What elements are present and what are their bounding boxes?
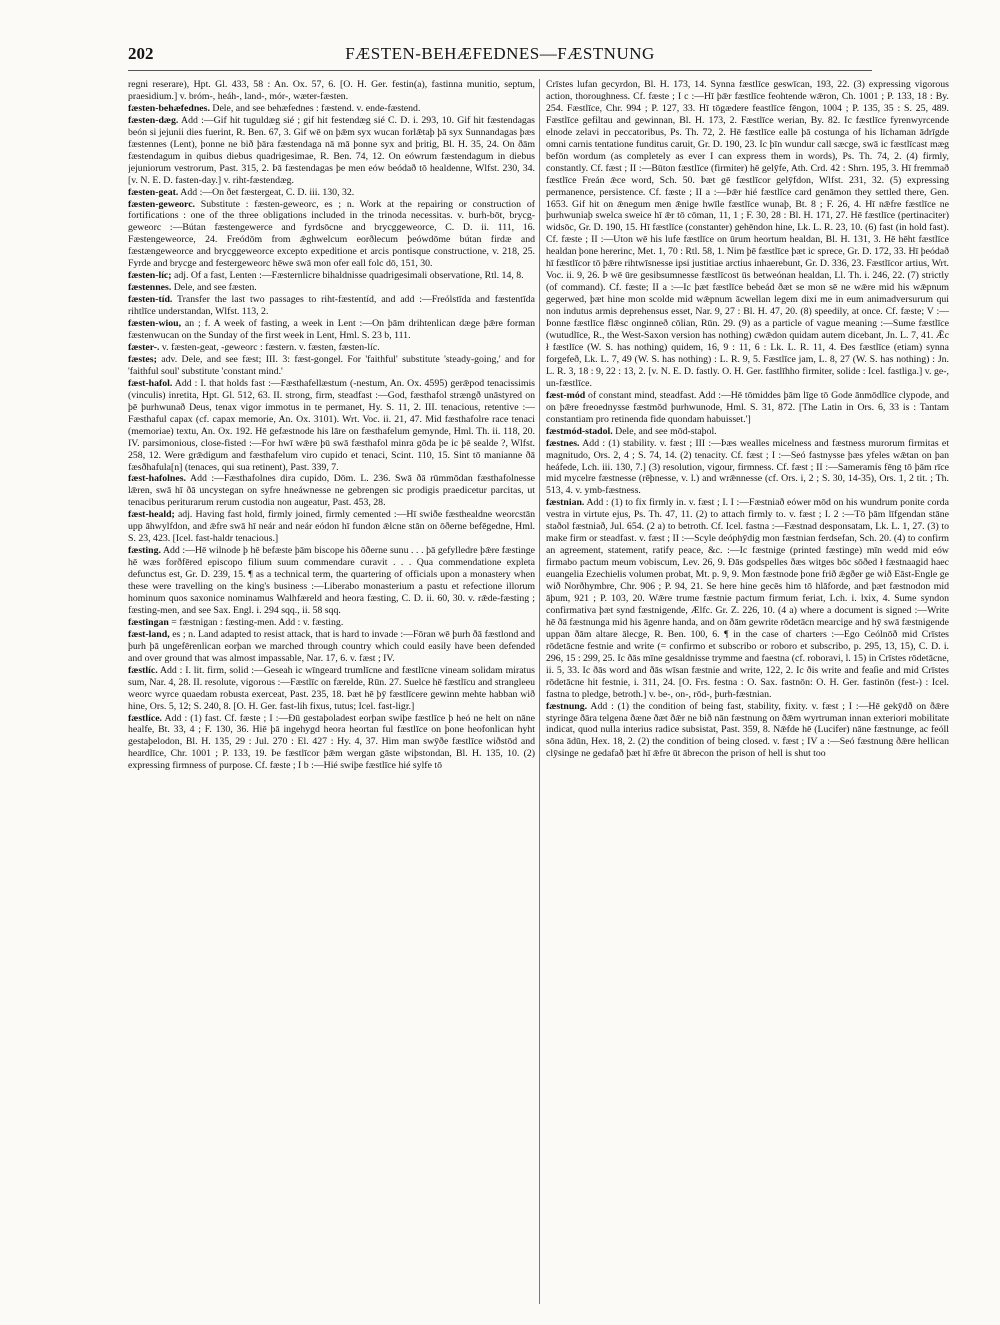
dictionary-entry	[128, 294, 535, 318]
entry-text: adj. Of a fast, Lenten :—Fæsternlicre bihaldnisse quadrigesimali observatione, Rtl. 14, 8.	[171, 270, 524, 282]
running-title: FÆSTEN-BEHÆFEDNES—FÆSTNUNG	[345, 44, 655, 63]
entry-text: Crīstes lufan gecyrdon, Bl. H. 173, 14. Synna fæstlīce geswīcan, 193, 22. (3) expressing vigorous action, thoroughness. Cf. fæste ; I c :—Hī þǣr fæstlīce feohtende wǣron, Ch. 1001 ; P. 133, 18 : By. 254. Fæstlīce, Chr. 994 ; P. 127, 33. Hī tōgædere feastlīce fēngon, 1004 ; P. 135, 35 : S. 25, 489. Fæstlīce gefiltau and gewinnan, Bl. H. 173, 2. Fæstlīce werian, By. 82. Ic fæstlīce fyrenwyrcende elnode zelavi in peccatoribus, Ps. Th. 72, 2. Hē fæstlīce ealle þā costunga of his līchaman ādrīgde omni carnis tentatione funditus caruit, Gr. D. 190, 23. Ic þīn wundur call sæcge, swā ic fæstlīcast mæg befōn wordum (as completely as ever I can express them in words), Ps. Th. 74, 2. (4) firmly, constantly. Cf. fæst ; II :—Būton fæstlīce (firmiter) hē gelȳfe, Ath. Crd. 42 : Shrn. 195, 3. Hī fremmað fæstlīce Freán ǣce word, Sch. 50. Þæt gē fæstlīcor gelȳfdon, Wlfst. 231, 32. (5) expressing permanence, persistence. Cf. fæste ; II a :—Þǣr hié fæstlīce card genāmon they settled there, Gen. 1653. Gif hit on ǣnegum men ǣnige hwīle fæstlīce wunaþ, Bt. 8 ; F. 26, 4. Hī nǣfre fæstlīce ne þurhwuniaþ swelca sweice hī ǣr tō cōman, 11, 1 ; F. 30, 28 : Bl. H. 171, 27. Hē fæstlīce (pertinaciter) widsōc, Gr. D. 190, 15. Hī fæstlīce (constanter) gehēndon hine, Lk. L. R. 23, 10. (6) fast (in hold fast). Cf. fæste ; II :—Uton wē his lufe fæstlīce on ūrum heortum healdan, Bl. H. 131, 3. Hē hēht fæstlīce healdan þone hererinc, Met. 1, 70 : Rtl. 58, 1. Nim þē fæstlīce þæt ic sprece, Gr. D. 172, 33. Hī þeódað hī fæstlīcor tō þǣre rihtwīsnesse ipsi justitiae arctius inhaerebunt, Gr. D. 336, 23. Fæstlīcor artius, Wrt. Voc. ii. 9, 26. Þ wē ūre gesibsumnesse fæstlīcost ūs betweónan healdan, Ll. Th. i. 246, 22. (7) strictly (of command). Cf. fæste; II a :—Ic þæt fæstlīce bebeád ðæt se mon sē ne wǣre mid his wǣpnum gegerwed, þæt hine mon scolde mid wǣpnum ācwellan legem dixi me in eum animadversurum qui non indutus armis deprehensus esset, Nar. 9, 27 : Bl. H. 47, 20. (8) speedily, at once. Cf. fæste; V :—Þonne fæstlīce flǣsc onginneð cōlian, Rūn. 29. (9) as a particle of vague meaning :—Sume fæstlīce (wutudlīce, R., the West-Saxon version has nothing) cwǣdon quidam autem dicebant, Jn. L. 7, 41. Ǣc ł fæstlīce (W. S. has nothing) quidem, 16, 9 : 11, 6 : Lk. L. R. 11, 4. Ðes fæstlīce (etiam) synna forgefeð, Lk. L. 7, 49 (W. S. has nothing) : L. R. 9, 5. Fæstlīce jam, L. 8, 27 (W. S. has nothing) : Jn. L. R. 3, 18 : 9, 22 : 13, 2. [v. N. E. D. fastly. O. H. Ger. fastlīhho firmiter, solide : Icel. fastliga.] v. ge-, un-fæstlīce.	[546, 79, 949, 389]
dictionary-entry	[128, 270, 535, 282]
entry-text: Add : (1) fast. Cf. fæste ; I :—Ðū gestaþoladest eorþan swiþe fæstlīce þ heó ne helt on nāne healfe, Bt. 33, 4 ; F. 130, 36. Hiē þā ingehygd heora heortan ful fæstlīce on þone heofonlican hyht gestaþelodon, Bl. H. 135, 29 : Jul. 270 : El. 427 : Hy. 4, 37. Him man swȳðe fæstlīce wiðstōd and heardlīce, Chr. 1001 ; P. 133, 19. Þe fæstlīcor þǣm wergan gāste wiþstondan, Bl. H. 135, 10. (2) expressing firmness of purpose. Cf. fæste ; I b :—Hié swiþe fæstlīce hié sylfe tō	[128, 712, 535, 772]
entry-headword: fæstnung.	[546, 700, 588, 712]
entry-text: Transfer the last two passages to riht-fæstentíd, and add :—Freólstīda and fæstentīda rihtlīce understandan, Wlfst. 113, 2.	[128, 294, 535, 318]
dictionary-entry	[128, 282, 535, 294]
entry-headword: fæsten-geat.	[128, 186, 179, 198]
entry-text: adv. Dele, and see fæst; III. 3: fæst-gongel. For 'faithful' substitute 'steady-going,' and for 'faithful soul' substitute 'constant mind.'	[128, 353, 535, 377]
entry-headword: fæst-land,	[128, 628, 170, 640]
entry-headword: fæst-mód	[546, 389, 586, 401]
dictionary-entry	[128, 342, 535, 354]
dictionary-entry	[546, 390, 949, 426]
entry-headword: fæstlíc.	[128, 664, 158, 676]
left-column	[128, 79, 535, 1304]
entry-text: Dele, and see fæsten.	[171, 282, 257, 294]
entry-text: Add : (1) to fix firmly in. v. fæst ; I. I :—Fæstniað eówer mōd on his wundrum ponite corda vestra in virtute ejus, Ps. Th. 47, 11. (2) to attach firmly to. v. fæst ; I. 2 :—Tō þām līfgendan stāne staðol fæstniað, Jul. 654. (2 a) to betroth. Cf. Icel. fastna :—Fæstnad desponsatam, Lk. L. 1, 27. (3) to make firm or steadfast. v. fæst ; II :—Scyle deóphȳdig mon fæstnian ferdsefan, Sch. 20. (4) to confirm an agreement, statement, ratify peace, &c. :—Ic fæstnige (printed fæstinge) mīn wedd mid eów firmabo pactum meum vobiscum, Lev. 26, 9. Ðās godspelles ðæs witges bōc sōðed ł fæstnaagid haec euangelia Ezechielis volumen probat, Mt. p. 9, 9. Mon fæstnode þone frið ǣgðer ge wið Eāst-Engle ge wið Norðhymbre, Chr. 906 ; P. 94, 21. Se here hine gecēs him tō hlāforde, and þæt fæstnodon mid āþum, 921 ; P. 103, 20. Wǣre trume fæstnie pactum firmum feriat, Lch. i. lxix, 4. Sume syndon confirmativa þæt synd fæstnigende, Ælfc. Gr. Z. 226, 10. (4 a) where a document is signed :—Write hē ðā fæstnunga mid his āgenre handa, and on ðām gewrite rōdetācn mearcige and hȳ swā fæstnigende uppan ðām altare ālecge, R. Ben. 100, 6. ¶ in the case of charters :—Ego Ceólnōð mid Crīstes rōdetācne festnie and write (= confirmo et subscribo or roboro et subscribo, p. 295, 13, 15), C. D. i. 296, 15 : 299, 25. Ic ðās mīne gesaldnisse trymme and faestna (cf. roboravi, l. 15) in Crīstes rōdetācne, ii. 5, 33. Ic ðās word and ðās wīsan fæstnie and write, 122, 2. Ic ðis write and feaſie and mid Crīstes rōdetācne hit festnie, i. 311, 24. [O. Frs. festna : O. Sax. fastnōn: O. H. Ger. fastinōn (fest-) : Icel. fastna to pledge, betroth.] v. be-, on-, rōd-, þurh-fæstnian.	[546, 497, 949, 700]
entry-headword: fæsten-behæfednes.	[128, 102, 210, 114]
dictionary-entry	[128, 187, 535, 199]
dictionary-entry	[128, 354, 535, 378]
entry-text: Add : (1) stability. v. fæst ; III :—Þæs wealles micelness and fæstness murorum firmitas et magnitudo, Ors. 2, 4 ; S. 74, 14. (2) tenacity. Cf. fæst ; I :—Seó fastnysse þæs yfeles wǣtan on þan heáfede, Lch. iii. 130, 7.] (3) resolution, vigour, firmness. Cf. fæst ; II :—Sameramis fēng tō þām rīce mid mycelre fæstnesse (rēþnesse, v. l.) and wrǣnnesse (cf. Ors. i, 2 ; S. 30, 14-35), Ors. 1, 2 tit. ; Th. 513, 4. v. ymb-fæstness.	[546, 437, 949, 497]
entry-headword: fæst-hafol.	[128, 377, 173, 389]
entry-text: Add :—Gif hit tuguldæg sié ; gif hit festendæg sié C. D. i. 293, 10. Gif hit fæstendagas beón si jejunii dies fuerint, R. Ben. 67, 3. Gif wē on þǣm syx wucan forlǣtaþ þā syx Sunnandagas þæs fæstennes (Lent), þonne ne bið þāra fæstendaga nā mā þonne syx and þritig, Bl. H. 35, 24. On ðām fæstendagum in quibus diebus quadrigesimae, R. Ben. 74, 12. On eówrum fæstendagum in diebus jejuniorum vestrorum, Past. 315, 2. Þā fæstendagas þe men eów beódað tō healdenne, Wlfst. 230, 34. [v. N. E. D. fasten-day.] v. riht-fæstendæg.	[128, 114, 535, 186]
entry-text: Add : (1) the condition of being fast, stability, fixity. v. fæst ; I :—Hē gekȳdð on ðǣre styringe ðāra telgena ðæne ðæt ðǣr ne bið nān fæstnung on ðǣm wyrtruman innan exteriori mobilitate indicat, quod nulla interius radice subsistat, Past. 359, 8. Nǣfde hē (Lucifer) nāne fæstnunge, ac feóll sōna ādūn, Hex. 18, 2. (2) the condition of being closed. v. fæst ; IV a :—Seó fæstnung ðǣre hellican clȳsinge ne gedafað þæt hī ǣfre ūt ābrecon the prison of hell is shut too	[546, 700, 949, 760]
dictionary-entry	[546, 497, 949, 700]
running-header	[128, 44, 872, 68]
entry-text: Add : I. that holds fast :—Fæsthafellæstum (-nestum, An. Ox. 4595) gerǣpod tenacissimis (vinculis) inretita, Hpt. Gl. 512, 63. II. strong, firm, steadfast :—God, fæsthafol strængð unāstyred on þē þurhwunað Deus, tenax vigor immotus in te permanet, Hy. S. 11, 2. III. tenacious, retentive :—Fæsthaful capax (cf. capax memorie, An. Ox. 3101). Wrt. Voc. ii. 21, 47. Mid fæsthafolre race tenaci (memoriae) textu, An. Ox. 192. Hē gefæstnode his lāre on fæsthafelum gemynde, Hml. Th. ii. 118, 20. IV. parsimonious, close-fisted :—For hwī wǣre þū swā fæsthafol minra gōda þe ic þē sealde ?, Wlfst. 258, 12. Were grǣdigum and fæsthafelum viro cupido et tenaci, Scint. 110, 15. Sint tō manianne ðā fæsðhafula[n] (tenaces, qui sua retinent), Past. 339, 7.	[128, 377, 535, 473]
entry-headword: fæsting.	[128, 545, 161, 557]
dictionary-entry	[128, 115, 535, 187]
entry-headword: fæst-heald;	[128, 509, 175, 521]
dictionary-entry	[546, 79, 949, 390]
entry-text: adj. Having fast hold, firmly joined, firmly cemented :—Hī swiðe fæsthealdne weorcstān upp āhwylfdon, and ǣfre swā hī neár and neár eódon hī fundon ǣlcne stān on ōðerne befēgedne, Hml. S. 23, 423. [Icel. fast-haldr tenacious.]	[128, 509, 535, 545]
dictionary-entry	[546, 701, 949, 761]
entry-text: regni reserare), Hpt. Gl. 433, 58 : An. Ox. 57, 6. [O. H. Ger. festin(a), fastinna munitio, septum, praesidium.] v. bróm-, heáh-, land-, mór-, wæter-fæsten.	[128, 79, 535, 102]
entry-headword: fæstlíce.	[128, 712, 163, 724]
entry-text: Add : I. lit. firm, solid :—Geseah ic wīngeard trumlīcne and fæstlīcne vineam solidam miratus sum, Nar. 4, 28. II. resolute, vigorous :—Fæstlīc on færelde, Rūn. 27. Suelce hē fæstlīcu and strangleeu weorc wyrce quaedam robusta exerceat, Past. 235, 18. Þæt hē þȳ fæstlīcere gewinn mehte habban wið hine, Ors. 5, 12; S. 240, 8. [O. H. Ger. fast-lih fixus, tutus; Icel. fast-ligr.]	[128, 664, 535, 712]
dictionary-entry	[128, 318, 535, 342]
dictionary-entry	[128, 473, 535, 509]
entry-text: = fæstnigan : fæsting-men. Add : v. fæsting.	[168, 616, 344, 628]
entry-headword: fæsten-geweorc.	[128, 198, 196, 210]
entry-text: Add :—Fæsthafolnes dira cupido, Dōm. L. 236. Swā ðā rūmmōdan fæsthafolnesse lǣren, swā hī ðā uncystegan on syfre hneáwnesse ne gebrengen sic prodigis praedicetur parcitas, ut tenacibus periturarum rerum custodia non augeatur, Past. 453, 28.	[128, 473, 535, 509]
entry-headword: fæstes;	[128, 353, 157, 365]
entry-text: of constant mind, steadfast. Add :—Hē tōmiddes þām līge tō Gode ānmōdlīce clypode, and on þǣre freoednysse fæstmōd þurhwunode, Hml. S. 31, 872. [The Latin in Ors. 6, 33 is : Tantam constantiam pro retinenda fide quondam habuisset.']	[546, 389, 949, 425]
dictionary-entry	[128, 378, 535, 474]
dictionary-entry	[128, 199, 535, 271]
entry-headword: fæstingan	[128, 616, 169, 628]
right-column	[539, 79, 949, 1304]
entry-headword: fæsten-tíd.	[128, 294, 173, 306]
entry-headword: fæstennes.	[128, 282, 172, 294]
entry-headword: fæstnes.	[546, 437, 580, 449]
entry-headword: fæster-.	[128, 341, 160, 353]
dictionary-entry	[546, 426, 949, 438]
dictionary-entry	[128, 617, 535, 629]
entry-headword: fæsten-wiou,	[128, 318, 182, 330]
entry-text: Substitute : fæsten-geweorc, es ; n. Work at the repairing or construction of fortifications : one of the three obligations included in the trinoda necessitas. v. burh-bōt, brycg-geweorc :—Bútan fæstengewerce and fyrdsōcne and brycggeweorce, C. D. ii. 111, 16. Fæstengeweorce, 24. Freódōm from ǣghwelcum eorðlecum þeówdōme bútan firdæ and fæstængeweorce and brycggeweorce excepto expeditione et arcis pontisque constructione, v. 218, 25. Fyrde and brycge and festergeweorc hēwe swā mon ofer eall folc dō, 151, 30.	[128, 198, 535, 270]
entry-text: Dele, and see mōd-staþol.	[612, 425, 717, 437]
entry-headword: fæstmód-stadol.	[546, 425, 613, 437]
dictionary-entry	[128, 545, 535, 617]
entry-text: es ; n. Land adapted to resist attack, that is hard to invade :—Fōran wē þurh ðā fæstlond and þurh þā ungefērenlican eorþan we marched through country which could easily have been defended and over ground that was almost impassable, Nar. 17, 6. v. fæst ; IV.	[128, 628, 535, 664]
entry-text: Add :—Hē wilnode þ hē befæste þām biscope his ōðerne sunu . . . þā gefylledre þǣre fæstinge hē wæs forðfēred episcopo filium suum commendare curavit . . . Qua commendatione expleta defunctus est, Gr. D. 239, 15. ¶ as a technical term, the quartering of officials upon a monastery when these were travelling on the king's business :—Liberabo monasterium a pastu et refectione illorum hominum quos saxonice nominamus Walhfæreld and heora fæsting, C. D. ii. 60, 30. v. rǣde-fæsting ; fæsting-men, and see Sax. Engl. i. 294 sqq., ii. 58 sqq.	[128, 545, 535, 616]
dictionary-entry	[546, 438, 949, 498]
dictionary-entry	[128, 103, 535, 115]
page-number: 202	[128, 44, 154, 63]
dictionary-entry	[128, 509, 535, 545]
entry-headword: fæst-hafolnes.	[128, 473, 186, 485]
entry-text: an ; f. A week of fasting, a week in Lent :—On þām drihtenlican dæge þǣre forman fæstenwucan on the Sunday of the first week in Lent, Hml. S. 23 b, 111.	[128, 318, 535, 342]
dictionary-entry	[128, 79, 535, 103]
entry-headword: fæstnian.	[546, 497, 585, 509]
entry-text: Dele, and see behæfednes : fæstend. v. ende-fæstend.	[209, 102, 421, 114]
entry-headword: fæsten-dæg.	[128, 114, 179, 126]
entry-text: v. fæsten-geat, -geweorc : fæstern. v. fæsten, fæsten-líc.	[159, 341, 380, 353]
dictionary-entry	[128, 665, 535, 713]
header-rule	[128, 70, 872, 71]
entry-headword: fæsten-líc;	[128, 270, 172, 282]
dictionary-entry	[128, 713, 535, 773]
dictionary-entry	[128, 629, 535, 665]
entry-text: Add :—On ðet fæstergeat, C. D. iii. 130, 32.	[178, 186, 355, 198]
